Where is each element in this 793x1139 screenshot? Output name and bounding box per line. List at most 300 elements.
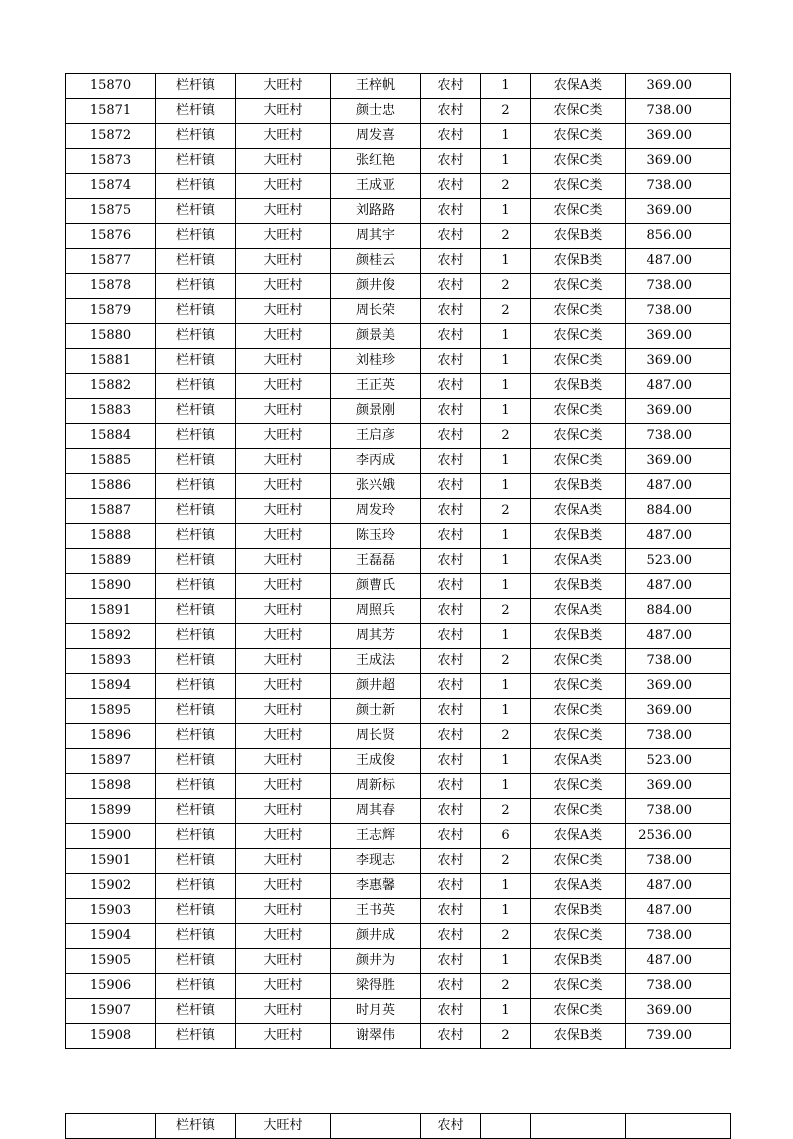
cell-town: 栏杆镇 <box>156 574 236 599</box>
cell-persons: 1 <box>481 624 531 649</box>
cell-amount: 2536.00 <box>626 824 731 849</box>
cell-persons: 2 <box>481 174 531 199</box>
cell-village: 大旺村 <box>236 374 331 399</box>
cell-town: 栏杆镇 <box>156 99 236 124</box>
cell-amount: 487.00 <box>626 524 731 549</box>
cell-village: 大旺村 <box>236 524 331 549</box>
cell-persons: 1 <box>481 774 531 799</box>
cell-serial: 15906 <box>66 974 156 999</box>
cell-town: 栏杆镇 <box>156 149 236 174</box>
cell-persons: 2 <box>481 499 531 524</box>
cell-amount: 738.00 <box>626 799 731 824</box>
cell-amount: 369.00 <box>626 449 731 474</box>
cell-amount: 738.00 <box>626 424 731 449</box>
cell-residence: 农村 <box>421 124 481 149</box>
cell-residence: 农村 <box>421 574 481 599</box>
table-row <box>66 124 731 149</box>
cell-serial: 15870 <box>66 74 156 99</box>
cell-residence: 农村 <box>421 299 481 324</box>
cell-name: 周长荣 <box>331 299 421 324</box>
cell-name: 颜井超 <box>331 674 421 699</box>
cell-town: 栏杆镇 <box>156 949 236 974</box>
cell-persons: 1 <box>481 149 531 174</box>
cell-residence: 农村 <box>421 749 481 774</box>
cell-serial: 15894 <box>66 674 156 699</box>
cell-town: 栏杆镇 <box>156 799 236 824</box>
cell-residence: 农村 <box>421 899 481 924</box>
cell-village: 大旺村 <box>236 874 331 899</box>
cell-residence: 农村 <box>421 999 481 1024</box>
cell-name: 周长贤 <box>331 724 421 749</box>
cell-amount: 738.00 <box>626 99 731 124</box>
cell-amount: 523.00 <box>626 749 731 774</box>
table-row <box>66 949 731 974</box>
cell-name: 周其春 <box>331 799 421 824</box>
cell-residence: 农村 <box>421 949 481 974</box>
cell-category: 农保B类 <box>531 524 626 549</box>
cell-town: 栏杆镇 <box>156 999 236 1024</box>
cell-name <box>331 1114 421 1139</box>
cell-town: 栏杆镇 <box>156 549 236 574</box>
cell-persons: 2 <box>481 1024 531 1049</box>
cell-persons: 1 <box>481 999 531 1024</box>
table-row <box>66 974 731 999</box>
cell-persons: 2 <box>481 924 531 949</box>
cell-amount: 487.00 <box>626 624 731 649</box>
cell-village: 大旺村 <box>236 849 331 874</box>
table-row <box>66 99 731 124</box>
cell-town: 栏杆镇 <box>156 599 236 624</box>
cell-persons: 1 <box>481 399 531 424</box>
cell-persons: 1 <box>481 699 531 724</box>
table-row <box>66 899 731 924</box>
cell-residence: 农村 <box>421 99 481 124</box>
cell-village: 大旺村 <box>236 349 331 374</box>
cell-name: 王成亚 <box>331 174 421 199</box>
table-row <box>66 624 731 649</box>
cell-category: 农保C类 <box>531 149 626 174</box>
cell-persons: 1 <box>481 949 531 974</box>
cell-residence: 农村 <box>421 524 481 549</box>
cell-amount: 369.00 <box>626 74 731 99</box>
cell-village: 大旺村 <box>236 774 331 799</box>
cell-category: 农保B类 <box>531 1024 626 1049</box>
cell-name: 刘路路 <box>331 199 421 224</box>
cell-residence: 农村 <box>421 774 481 799</box>
cell-village: 大旺村 <box>236 399 331 424</box>
cell-category: 农保B类 <box>531 224 626 249</box>
cell-persons: 1 <box>481 749 531 774</box>
table-row <box>66 149 731 174</box>
cell-town: 栏杆镇 <box>156 674 236 699</box>
cell-name: 周新标 <box>331 774 421 799</box>
cell-residence: 农村 <box>421 424 481 449</box>
table-row <box>66 999 731 1024</box>
cell-amount: 738.00 <box>626 924 731 949</box>
cell-village: 大旺村 <box>236 124 331 149</box>
cell-residence: 农村 <box>421 74 481 99</box>
cell-village: 大旺村 <box>236 599 331 624</box>
cell-town: 栏杆镇 <box>156 199 236 224</box>
next-page-partial-row <box>65 1113 731 1133</box>
cell-town: 栏杆镇 <box>156 399 236 424</box>
cell-serial: 15884 <box>66 424 156 449</box>
cell-village: 大旺村 <box>236 249 331 274</box>
cell-name: 王书英 <box>331 899 421 924</box>
cell-amount: 369.00 <box>626 774 731 799</box>
cell-category: 农保C类 <box>531 399 626 424</box>
cell-name: 时月英 <box>331 999 421 1024</box>
cell-village: 大旺村 <box>236 324 331 349</box>
cell-town: 栏杆镇 <box>156 374 236 399</box>
partial-table-body <box>66 1114 731 1139</box>
cell-village: 大旺村 <box>236 474 331 499</box>
cell-residence: 农村 <box>421 549 481 574</box>
cell-residence: 农村 <box>421 674 481 699</box>
cell-category: 农保C类 <box>531 174 626 199</box>
cell-category: 农保C类 <box>531 199 626 224</box>
cell-village: 大旺村 <box>236 799 331 824</box>
cell-residence: 农村 <box>421 274 481 299</box>
cell-serial: 15882 <box>66 374 156 399</box>
table-row <box>66 824 731 849</box>
cell-residence: 农村 <box>421 449 481 474</box>
table-row <box>66 224 731 249</box>
cell-category: 农保A类 <box>531 599 626 624</box>
cell-amount: 369.00 <box>626 199 731 224</box>
cell-town: 栏杆镇 <box>156 924 236 949</box>
cell-serial: 15890 <box>66 574 156 599</box>
cell-amount: 739.00 <box>626 1024 731 1049</box>
cell-town: 栏杆镇 <box>156 274 236 299</box>
cell-category: 农保B类 <box>531 249 626 274</box>
cell-category: 农保C类 <box>531 724 626 749</box>
table-row <box>66 74 731 99</box>
cell-residence: 农村 <box>421 149 481 174</box>
cell-serial: 15903 <box>66 899 156 924</box>
cell-persons: 1 <box>481 574 531 599</box>
table-row <box>66 874 731 899</box>
cell-category: 农保C类 <box>531 924 626 949</box>
table-row <box>66 249 731 274</box>
cell-persons: 2 <box>481 724 531 749</box>
cell-serial: 15886 <box>66 474 156 499</box>
cell-serial: 15879 <box>66 299 156 324</box>
cell-category: 农保C类 <box>531 99 626 124</box>
cell-category: 农保C类 <box>531 849 626 874</box>
cell-village: 大旺村 <box>236 1024 331 1049</box>
table-body <box>66 74 731 1049</box>
cell-village: 大旺村 <box>236 749 331 774</box>
cell-town: 栏杆镇 <box>156 899 236 924</box>
cell-serial: 15871 <box>66 99 156 124</box>
cell-category: 农保A类 <box>531 749 626 774</box>
cell-persons: 1 <box>481 199 531 224</box>
cell-village: 大旺村 <box>236 99 331 124</box>
cell-name: 王磊磊 <box>331 549 421 574</box>
cell-village: 大旺村 <box>236 674 331 699</box>
cell-serial: 15908 <box>66 1024 156 1049</box>
cell-serial: 15905 <box>66 949 156 974</box>
cell-name: 王启彦 <box>331 424 421 449</box>
cell-village: 大旺村 <box>236 574 331 599</box>
cell-category: 农保C类 <box>531 349 626 374</box>
cell-village: 大旺村 <box>236 624 331 649</box>
cell-serial: 15874 <box>66 174 156 199</box>
cell-category: 农保C类 <box>531 124 626 149</box>
cell-village: 大旺村 <box>236 974 331 999</box>
cell-serial: 15889 <box>66 549 156 574</box>
cell-amount: 487.00 <box>626 574 731 599</box>
cell-name: 谢翠伟 <box>331 1024 421 1049</box>
cell-name: 颜桂云 <box>331 249 421 274</box>
cell-serial: 15888 <box>66 524 156 549</box>
cell-town: 栏杆镇 <box>156 499 236 524</box>
cell-serial: 15898 <box>66 774 156 799</box>
cell-category: 农保A类 <box>531 824 626 849</box>
cell-category: 农保C类 <box>531 274 626 299</box>
cell-village: 大旺村 <box>236 649 331 674</box>
cell-persons: 1 <box>481 349 531 374</box>
cell-category: 农保B类 <box>531 574 626 599</box>
cell-town: 栏杆镇 <box>156 124 236 149</box>
table-row <box>66 374 731 399</box>
cell-name: 刘桂珍 <box>331 349 421 374</box>
cell-persons: 1 <box>481 124 531 149</box>
table-row <box>66 324 731 349</box>
cell-amount: 884.00 <box>626 499 731 524</box>
cell-town: 栏杆镇 <box>156 1024 236 1049</box>
roster-table-container <box>65 73 731 1049</box>
cell-residence: 农村 <box>421 174 481 199</box>
cell-village: 大旺村 <box>236 499 331 524</box>
cell-name: 颜士新 <box>331 699 421 724</box>
cell-name: 王正英 <box>331 374 421 399</box>
table-row <box>66 349 731 374</box>
cell-category: 农保C类 <box>531 999 626 1024</box>
cell-residence: 农村 <box>421 199 481 224</box>
cell-village: 大旺村 <box>236 299 331 324</box>
cell-residence: 农村 <box>421 624 481 649</box>
cell-town: 栏杆镇 <box>156 699 236 724</box>
cell-serial: 15893 <box>66 649 156 674</box>
cell-residence: 农村 <box>421 874 481 899</box>
cell-amount: 738.00 <box>626 174 731 199</box>
cell-category: 农保B类 <box>531 474 626 499</box>
cell-serial: 15873 <box>66 149 156 174</box>
cell-name: 王成俊 <box>331 749 421 774</box>
cell-residence: 农村 <box>421 1114 481 1139</box>
cell-town: 栏杆镇 <box>156 974 236 999</box>
cell-persons: 2 <box>481 224 531 249</box>
cell-name: 周照兵 <box>331 599 421 624</box>
cell-town: 栏杆镇 <box>156 874 236 899</box>
roster-table <box>65 73 731 1049</box>
table-row <box>66 749 731 774</box>
cell-serial: 15883 <box>66 399 156 424</box>
cell-serial: 15902 <box>66 874 156 899</box>
cell-residence: 农村 <box>421 474 481 499</box>
cell-amount: 738.00 <box>626 849 731 874</box>
cell-town: 栏杆镇 <box>156 249 236 274</box>
cell-name: 梁得胜 <box>331 974 421 999</box>
cell-serial: 15876 <box>66 224 156 249</box>
table-row <box>66 524 731 549</box>
cell-persons: 2 <box>481 424 531 449</box>
cell-name: 颜井成 <box>331 924 421 949</box>
cell-serial: 15899 <box>66 799 156 824</box>
cell-persons: 2 <box>481 274 531 299</box>
cell-persons: 1 <box>481 549 531 574</box>
cell-village: 大旺村 <box>236 949 331 974</box>
cell-category: 农保C类 <box>531 674 626 699</box>
cell-town: 栏杆镇 <box>156 74 236 99</box>
cell-residence: 农村 <box>421 499 481 524</box>
cell-village: 大旺村 <box>236 224 331 249</box>
cell-name: 颜士忠 <box>331 99 421 124</box>
cell-amount: 369.00 <box>626 324 731 349</box>
table-row <box>66 549 731 574</box>
cell-serial: 15900 <box>66 824 156 849</box>
cell-town: 栏杆镇 <box>156 224 236 249</box>
cell-category: 农保C类 <box>531 424 626 449</box>
cell-residence: 农村 <box>421 249 481 274</box>
cell-name: 颜景刚 <box>331 399 421 424</box>
cell-category: 农保C类 <box>531 299 626 324</box>
cell-persons: 6 <box>481 824 531 849</box>
cell-amount: 369.00 <box>626 349 731 374</box>
cell-serial: 15892 <box>66 624 156 649</box>
cell-village: 大旺村 <box>236 924 331 949</box>
table-row <box>66 799 731 824</box>
cell-amount: 369.00 <box>626 399 731 424</box>
cell-residence: 农村 <box>421 349 481 374</box>
cell-category: 农保C类 <box>531 449 626 474</box>
table-row <box>66 774 731 799</box>
cell-category: 农保C类 <box>531 649 626 674</box>
cell-name: 王志辉 <box>331 824 421 849</box>
cell-persons: 1 <box>481 524 531 549</box>
cell-village: 大旺村 <box>236 274 331 299</box>
table-row <box>66 649 731 674</box>
cell-town: 栏杆镇 <box>156 749 236 774</box>
cell-amount <box>626 1114 731 1139</box>
cell-residence: 农村 <box>421 799 481 824</box>
cell-town: 栏杆镇 <box>156 324 236 349</box>
cell-persons: 1 <box>481 249 531 274</box>
cell-name: 周其宇 <box>331 224 421 249</box>
cell-name: 张兴娥 <box>331 474 421 499</box>
table-row <box>66 499 731 524</box>
cell-amount: 856.00 <box>626 224 731 249</box>
cell-serial: 15897 <box>66 749 156 774</box>
cell-residence: 农村 <box>421 324 481 349</box>
cell-town: 栏杆镇 <box>156 524 236 549</box>
cell-serial: 15872 <box>66 124 156 149</box>
cell-amount: 738.00 <box>626 974 731 999</box>
cell-amount: 487.00 <box>626 374 731 399</box>
cell-amount: 369.00 <box>626 699 731 724</box>
cell-amount: 523.00 <box>626 549 731 574</box>
cell-residence: 农村 <box>421 1024 481 1049</box>
cell-category: 农保C类 <box>531 799 626 824</box>
cell-serial: 15907 <box>66 999 156 1024</box>
cell-category: 农保B类 <box>531 899 626 924</box>
cell-town: 栏杆镇 <box>156 349 236 374</box>
cell-persons: 1 <box>481 324 531 349</box>
cell-village: 大旺村 <box>236 199 331 224</box>
cell-persons: 2 <box>481 99 531 124</box>
cell-town: 栏杆镇 <box>156 449 236 474</box>
cell-category: 农保A类 <box>531 74 626 99</box>
cell-serial: 15895 <box>66 699 156 724</box>
cell-amount: 369.00 <box>626 124 731 149</box>
cell-town: 栏杆镇 <box>156 1114 236 1139</box>
cell-residence: 农村 <box>421 699 481 724</box>
table-row <box>66 424 731 449</box>
table-row <box>66 574 731 599</box>
cell-town: 栏杆镇 <box>156 299 236 324</box>
cell-name: 周其芳 <box>331 624 421 649</box>
cell-village: 大旺村 <box>236 449 331 474</box>
cell-persons: 1 <box>481 874 531 899</box>
cell-category <box>531 1114 626 1139</box>
cell-town: 栏杆镇 <box>156 824 236 849</box>
table-row <box>66 674 731 699</box>
cell-serial: 15885 <box>66 449 156 474</box>
cell-amount: 738.00 <box>626 274 731 299</box>
cell-amount: 738.00 <box>626 299 731 324</box>
cell-village: 大旺村 <box>236 174 331 199</box>
cell-amount: 369.00 <box>626 999 731 1024</box>
cell-amount: 884.00 <box>626 599 731 624</box>
cell-serial: 15891 <box>66 599 156 624</box>
cell-village: 大旺村 <box>236 549 331 574</box>
cell-category: 农保C类 <box>531 774 626 799</box>
cell-village: 大旺村 <box>236 899 331 924</box>
cell-residence: 农村 <box>421 649 481 674</box>
table-row <box>66 849 731 874</box>
cell-village: 大旺村 <box>236 699 331 724</box>
cell-serial: 15878 <box>66 274 156 299</box>
cell-town: 栏杆镇 <box>156 774 236 799</box>
cell-amount: 738.00 <box>626 649 731 674</box>
cell-name: 李丙成 <box>331 449 421 474</box>
cell-village: 大旺村 <box>236 724 331 749</box>
cell-village: 大旺村 <box>236 424 331 449</box>
cell-amount: 738.00 <box>626 724 731 749</box>
cell-persons: 2 <box>481 599 531 624</box>
cell-residence: 农村 <box>421 849 481 874</box>
cell-name: 颜景美 <box>331 324 421 349</box>
cell-persons <box>481 1114 531 1139</box>
cell-category: 农保A类 <box>531 874 626 899</box>
cell-residence: 农村 <box>421 399 481 424</box>
table-row <box>66 924 731 949</box>
table-row <box>66 174 731 199</box>
cell-serial: 15896 <box>66 724 156 749</box>
cell-name: 颜井为 <box>331 949 421 974</box>
cell-persons: 1 <box>481 374 531 399</box>
table-row <box>66 474 731 499</box>
cell-village: 大旺村 <box>236 824 331 849</box>
cell-serial: 15880 <box>66 324 156 349</box>
cell-town: 栏杆镇 <box>156 849 236 874</box>
table-row <box>66 1114 731 1139</box>
cell-name: 李惠馨 <box>331 874 421 899</box>
cell-residence: 农村 <box>421 924 481 949</box>
cell-residence: 农村 <box>421 374 481 399</box>
